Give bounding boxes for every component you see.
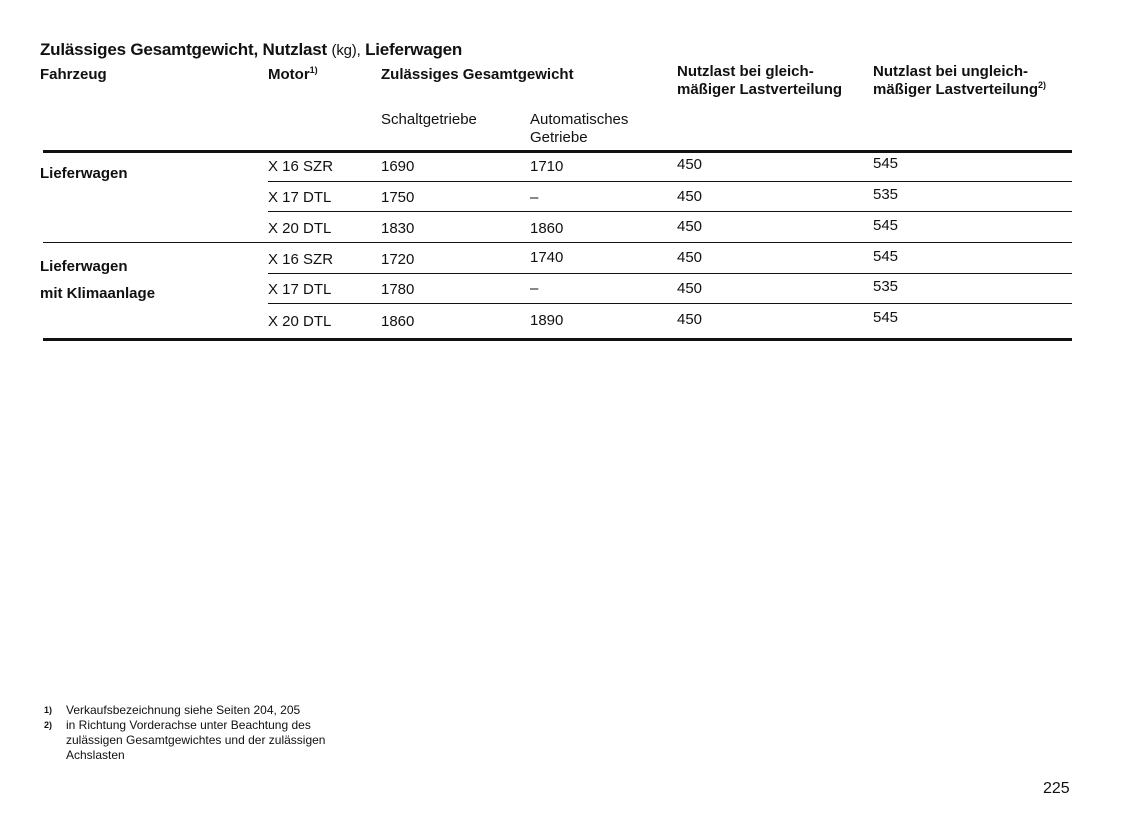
cell-nutzlast-ungleich: 535 (873, 278, 899, 295)
title-unit: (kg), (331, 42, 361, 59)
cell-motor: X 16 SZR (268, 251, 334, 268)
footnote-mark: 2) (44, 720, 53, 730)
cell-nutzlast-gleich: 450 (677, 249, 703, 266)
header-gesamtgewicht: Zulässiges Gesamtgewicht (381, 66, 574, 83)
header-automatik-line2: Getriebe (530, 129, 588, 146)
cell-nutzlast-gleich: 450 (677, 218, 703, 235)
header-fahrzeug: Fahrzeug (40, 66, 107, 83)
cell-motor: X 20 DTL (268, 313, 332, 330)
cell-motor: X 17 DTL (268, 281, 332, 298)
header-nutzlast-ungleich-text: mäßiger Lastverteilung (873, 81, 1039, 98)
cell-nutzlast-gleich: 450 (677, 280, 703, 297)
row-rule (268, 211, 1072, 212)
cell-automatik: 1740 (530, 249, 564, 266)
footnote-mark: 1) (44, 705, 53, 715)
header-schaltgetriebe: Schaltgetriebe (381, 111, 477, 128)
cell-motor: X 16 SZR (268, 158, 334, 175)
cell-schaltgetriebe: 1720 (381, 251, 415, 268)
cell-schaltgetriebe: 1780 (381, 281, 415, 298)
cell-automatik: 1890 (530, 312, 564, 329)
title-main: Zulässiges Gesamtgewicht, Nutzlast (40, 40, 328, 59)
cell-automatik: – (530, 280, 539, 297)
cell-schaltgetriebe: 1830 (381, 220, 415, 237)
cell-nutzlast-ungleich: 545 (873, 217, 899, 234)
cell-schaltgetriebe: 1750 (381, 189, 415, 206)
footnote-text: Verkaufsbezeichnung siehe Seiten 204, 205 (66, 703, 301, 717)
cell-nutzlast-ungleich: 535 (873, 186, 899, 203)
header-nutzlast-ungleich-line1: Nutzlast bei ungleich- (873, 63, 1029, 80)
group-label-lieferwagen: Lieferwagen (40, 165, 128, 182)
row-rule (268, 181, 1072, 182)
header-nutzlast-ungleich-line2 (873, 81, 1046, 99)
group-rule (43, 242, 1072, 243)
header-automatik (530, 111, 628, 147)
row-rule (268, 273, 1072, 274)
header-nutzlast-ungleich (873, 63, 1046, 99)
footnote-1 (44, 703, 300, 718)
cell-nutzlast-ungleich: 545 (873, 309, 899, 326)
cell-nutzlast-gleich: 450 (677, 156, 703, 173)
footnote-text: in Richtung Vorderachse unter Beachtung des (66, 718, 311, 732)
group-label-klima-line2: mit Klimaanlage (40, 285, 156, 302)
header-nutzlast-gleich (677, 63, 842, 99)
page-title (40, 40, 462, 60)
cell-automatik: 1860 (530, 220, 564, 237)
cell-nutzlast-gleich: 450 (677, 311, 703, 328)
header-nutzlast-gleich-line1: Nutzlast bei gleich- (677, 63, 814, 80)
header-motor-label: Motor (268, 66, 310, 83)
row-rule (268, 303, 1072, 304)
cell-motor: X 17 DTL (268, 189, 332, 206)
group-label-lieferwagen-klima: Lieferwagen (40, 258, 128, 275)
cell-nutzlast-ungleich: 545 (873, 248, 899, 265)
cell-nutzlast-ungleich: 545 (873, 155, 899, 172)
cell-nutzlast-gleich: 450 (677, 188, 703, 205)
header-motor (268, 66, 318, 84)
header-nutzlast-gleich-line2: mäßiger Lastverteilung (677, 81, 843, 98)
footnote-2 (44, 718, 325, 763)
footnote-text: zulässigen Gesamtgewichtes und der zulässigen (66, 733, 326, 747)
footnote-ref-2: 2) (1038, 80, 1047, 90)
title-rest: Lieferwagen (365, 40, 463, 59)
cell-automatik: – (530, 189, 539, 206)
page-number: 225 (1043, 780, 1070, 797)
table-bottom-rule (43, 338, 1072, 341)
footnote-text: Achslasten (66, 748, 125, 762)
header-rule (43, 150, 1072, 153)
footnote-ref-1: 1) (309, 65, 318, 75)
cell-automatik: 1710 (530, 158, 564, 175)
cell-motor: X 20 DTL (268, 220, 332, 237)
header-automatik-line1: Automatisches (530, 111, 629, 128)
cell-schaltgetriebe: 1860 (381, 313, 415, 330)
cell-schaltgetriebe: 1690 (381, 158, 415, 175)
